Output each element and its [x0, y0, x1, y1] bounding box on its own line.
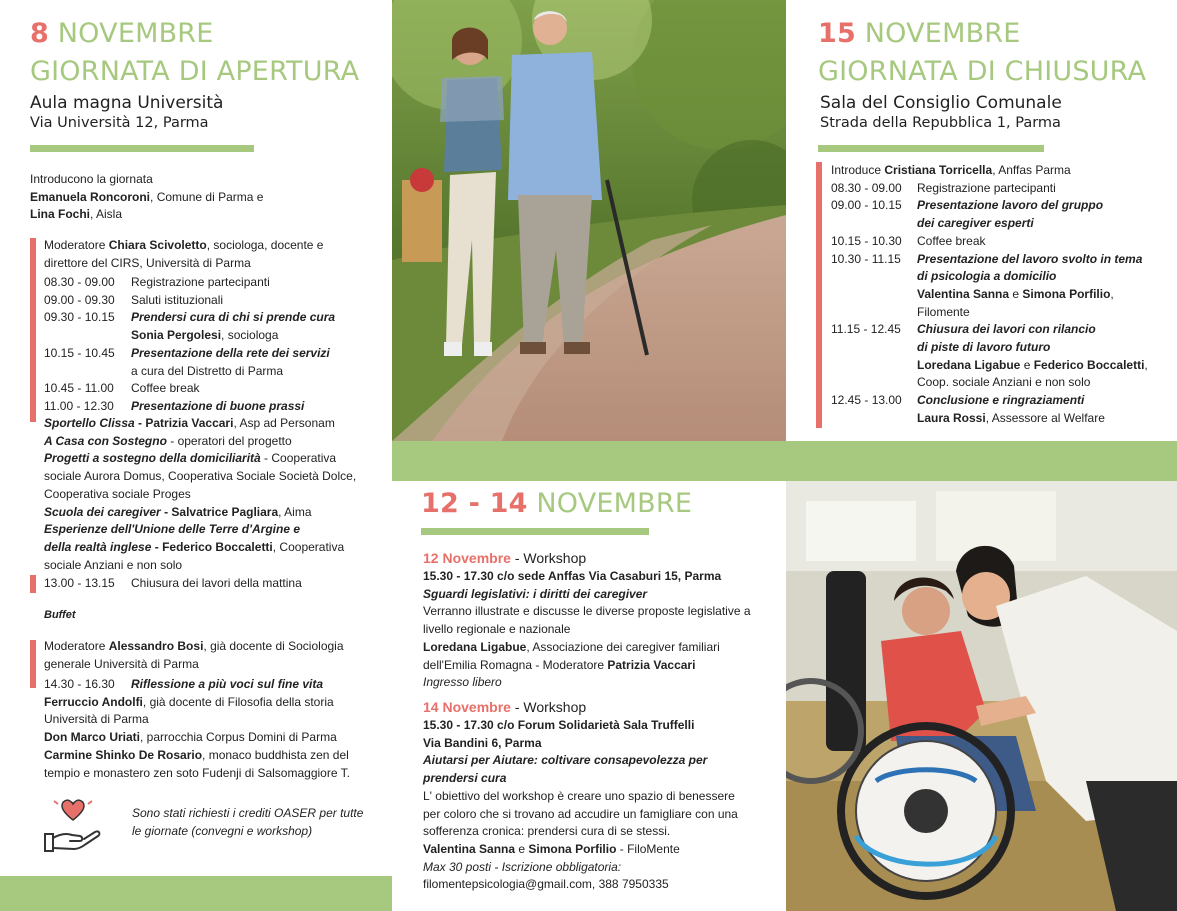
red-accent-bar: [816, 162, 822, 428]
green-band: [392, 441, 1177, 481]
schedule-row: a cura del Distretto di Parma: [131, 363, 284, 378]
schedule-row: 09.00 - 09.30 Saluti istituzionali: [44, 292, 224, 307]
morning-schedule: [44, 274, 335, 416]
schedule-row: 10.45 - 11.00 Coffee break: [44, 381, 200, 396]
morning-closing: 13.00 - 13.15 Chiusura dei lavori della mattina: [44, 576, 302, 590]
opening-day-title: GIORNATA DI APERTURA: [30, 56, 360, 87]
good-practices-list: Sportello Clissa - Patrizia Vaccari, Asp ad Personam A Casa con Sostegno - operatori del progetto Progetti a sostegno della domiciliarità - Cooperativa sociale Aurora Domus, Cooperativa Sociale Società Dolce, Cooperativa sociale Proges Scuola dei caregiver - Salvatrice Pagliara, Aima Esperienze dell'Unione delle Terre d'Argine e della realtà inglese - Federico Boccaletti, Cooperativa sociale Anziani e non solo: [44, 416, 357, 572]
closing-day-date: 15 NOVEMBRE: [818, 18, 1021, 49]
red-accent-bar: [30, 238, 36, 422]
credits-note: Sono stati richiesti i crediti OASER per tutte le giornate (convegni e workshop): [132, 806, 364, 838]
intro-block: Introducono la giornata Emanuela Roncoroni, Comune di Parma e Lina Fochi, Aisla: [30, 172, 264, 222]
hand-heart-icon: [42, 798, 104, 856]
schedule-row: 11.00 - 12.30 Presentazione di buone prassi: [44, 398, 305, 413]
workshop-12: 12 Novembre - Workshop 15.30 - 17.30 c/o sede Anffas Via Casaburi 15, Parma Sguardi legislativi: i diritti dei caregiver Verranno illustrate e discusse le diverse proposte legislative a livello regionale e nazionale Loredana Ligabue, Associazione dei caregiver familiari dell'Emilia Romagna - Moderatore Patrizia Vaccari Ingresso libero: [423, 550, 751, 690]
schedule-row: 09.30 - 10.15 Prendersi cura di chi si prende cura: [44, 310, 336, 325]
closing-address: Strada della Repubblica 1, Parma: [820, 115, 1061, 131]
opening-day-date: 8 NOVEMBRE: [30, 18, 214, 49]
moderator-afternoon: Moderatore Alessandro Bosi, già docente di Sociologia generale Università di Parma: [44, 639, 344, 671]
buffet-label: Buffet: [44, 609, 76, 621]
moderator-morning: Moderatore Chiara Scivoletto, sociologa, docente e direttore del CIRS, Università di Parma: [44, 238, 324, 270]
opening-address: Via Università 12, Parma: [30, 115, 209, 131]
schedule-row: 08.30 - 09.00 Registrazione partecipanti: [44, 275, 270, 289]
photo-elderly-couple-walking: [392, 0, 786, 441]
opening-venue: Aula magna Università: [30, 93, 224, 113]
green-divider: [421, 528, 649, 535]
red-accent-bar: [30, 640, 36, 688]
schedule-row: Sonia Pergolesi, sociologa: [131, 328, 279, 343]
red-accent-bar: [30, 575, 36, 593]
afternoon-session: 14.30 - 16.30 Riflessione a più voci sul fine vita Ferruccio Andolfi, già docente di Filosofia della storia Università di Parma Don Marco Uriati, parrocchia Corpus Domini di Parma Carmine Shinko De Rosario, monaco buddhista zen del tempio e monastero zen soto Fudenji di Salsomaggiore T.: [44, 677, 350, 780]
green-footer-band: [0, 876, 392, 911]
workshop-14: 14 Novembre - Workshop 15.30 - 17.30 c/o Forum Solidarietà Sala Truffelli Via Bandini 6, Parma Aiutarsi per Aiutare: coltivare consapevolezza per prendersi cura L' obiettivo del workshop è creare uno spazio di benessere per coloro che si trovano ad accudire un famigliare con una sofferenza cronica: prendersi cura di se stessi. Valentina Sanna e Simona Porfilio - FiloMente Max 30 posti - Iscrizione obbligatoria: filomentepsicologia@gmail.com, 388 7950335: [423, 699, 738, 892]
closing-schedule: Introduce Cristiana Torricella, Anffas Parma 08.30 - 09.00 Registrazione partecipanti 09.00 - 10.15 Presentazione lavoro del gruppo dei caregiver esperti 10.15 - 10.30 Coffee break 10.30 - 11.15 Presentazione del lavoro svolto in tema di psicologia a domicilio Valentina Sanna e Simona Porfilio, Filomente 11.15 - 12.45 Chiusura dei lavori con rilancio di piste di lavoro futuro Loredana Ligabue e Federico Boccaletti, Coop. sociale Anziani e non solo 12.45 - 13.00 Conclusione e ringraziamenti Laura Rossi, Assessore al Welfare: [831, 163, 1148, 425]
schedule-row: 10.15 - 10.45 Presentazione della rete dei servizi: [44, 345, 330, 360]
closing-day-title: GIORNATA DI CHIUSURA: [818, 56, 1147, 87]
closing-venue: Sala del Consiglio Comunale: [820, 93, 1062, 113]
workshops-date: 12 - 14 NOVEMBRE: [421, 488, 693, 519]
green-divider: [818, 145, 1044, 152]
photo-caregiver-wheelchair: [786, 481, 1177, 911]
green-divider: [30, 145, 254, 152]
